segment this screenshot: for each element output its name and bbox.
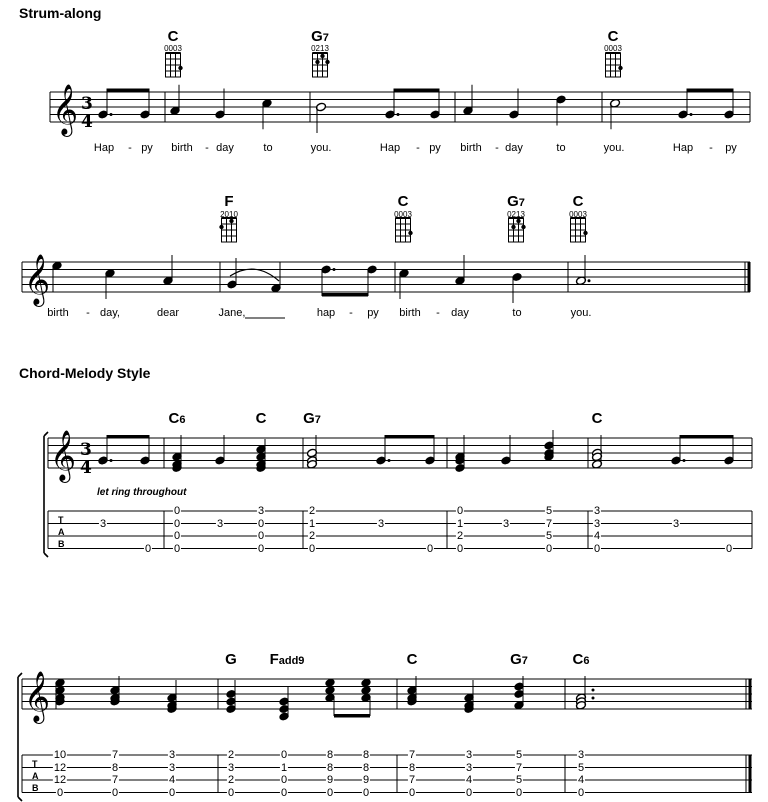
tab-fret-number: 1 bbox=[456, 517, 464, 530]
tab-fret-number: 2 bbox=[308, 530, 316, 542]
lyric-syllable: - bbox=[495, 142, 499, 154]
tab-fret-number: 5 bbox=[577, 761, 585, 774]
lyric-syllable: day bbox=[216, 142, 234, 154]
lyric-syllable: you. bbox=[603, 142, 625, 154]
tab-fret-number: 3 bbox=[168, 761, 176, 774]
section-title-chord-melody: Chord-Melody Style bbox=[19, 365, 151, 381]
lyric-syllable: py bbox=[367, 307, 379, 319]
tab-fret-number: 4 bbox=[168, 774, 176, 786]
finger-dot bbox=[325, 60, 329, 64]
tab-fret-number: 0 bbox=[111, 786, 119, 799]
tab-fret-number: 0 bbox=[426, 542, 434, 555]
beam bbox=[680, 435, 733, 439]
chord-name: C bbox=[591, 410, 603, 427]
dot bbox=[388, 459, 391, 462]
tab-fret-number: 0 bbox=[725, 542, 733, 555]
finger-dot bbox=[583, 231, 587, 235]
chord-name: G bbox=[225, 651, 237, 668]
dot bbox=[592, 689, 595, 692]
finger-dot bbox=[219, 225, 223, 229]
tab-fret-number: 7 bbox=[408, 774, 416, 786]
tab-fret-number: 3 bbox=[465, 761, 473, 774]
tab-fret-number: 3 bbox=[377, 517, 385, 530]
tab-fret-number: 1 bbox=[308, 517, 316, 530]
lyric-syllable: to bbox=[556, 142, 566, 154]
lyric-syllable: birth bbox=[460, 142, 482, 154]
tab-fret-number: 0 bbox=[456, 505, 464, 517]
lyric-syllable: Hap bbox=[672, 142, 694, 154]
lyric-syllable: day bbox=[505, 142, 523, 154]
chord-name: C6 bbox=[168, 410, 186, 427]
dot bbox=[397, 113, 400, 116]
time-signature: 4 bbox=[81, 112, 93, 132]
chord-name: C bbox=[572, 193, 584, 210]
chord-fingering: 0003 bbox=[394, 210, 412, 219]
treble-clef: 𝄞 bbox=[24, 671, 51, 722]
tab-fret-number: 0 bbox=[362, 786, 370, 799]
chord-name: C bbox=[397, 193, 409, 210]
lyric-syllable: - bbox=[86, 307, 90, 319]
chord-name: F bbox=[224, 193, 234, 210]
tab-clef: T bbox=[32, 759, 38, 769]
lyric-syllable: - bbox=[416, 142, 420, 154]
finger-dot bbox=[229, 219, 233, 223]
finger-dot bbox=[178, 66, 182, 70]
tab-fret-number: 9 bbox=[326, 774, 334, 786]
chord-fingering: 0213 bbox=[507, 210, 525, 219]
tab-fret-number: 3 bbox=[227, 761, 235, 774]
chord-name: G7 bbox=[311, 28, 329, 45]
dot bbox=[110, 113, 113, 116]
tab-fret-number: 9 bbox=[362, 774, 370, 786]
tab-fret-number: 8 bbox=[362, 761, 370, 774]
tab-clef: A bbox=[58, 527, 65, 537]
tab-fret-number: 12 bbox=[53, 774, 67, 786]
tab-fret-number: 3 bbox=[465, 749, 473, 761]
finger-dot bbox=[521, 225, 525, 229]
dot bbox=[690, 113, 693, 116]
tab-fret-number: 5 bbox=[545, 530, 553, 542]
tab-fret-number: 0 bbox=[577, 786, 585, 799]
chord-fingering: 0213 bbox=[311, 44, 329, 53]
tab-fret-number: 8 bbox=[362, 749, 370, 761]
tab-fret-number: 3 bbox=[502, 517, 510, 530]
tab-fret-number: 7 bbox=[545, 517, 553, 530]
tie bbox=[230, 269, 279, 281]
tab-fret-number: 12 bbox=[53, 761, 67, 774]
finger-dot bbox=[618, 66, 622, 70]
lyric-syllable: birth bbox=[47, 307, 69, 319]
lyric-syllable: dear bbox=[156, 307, 180, 319]
beam bbox=[334, 714, 370, 718]
tab-clef: T bbox=[58, 515, 64, 525]
chord-name: G7 bbox=[507, 193, 525, 210]
tab-fret-number: 3 bbox=[99, 517, 107, 530]
tab-fret-number: 0 bbox=[280, 774, 288, 786]
tab-fret-number: 3 bbox=[216, 517, 224, 530]
finger-dot bbox=[516, 219, 520, 223]
chord-name: G7 bbox=[303, 410, 321, 427]
beam bbox=[107, 435, 149, 439]
tab-fret-number: 3 bbox=[577, 749, 585, 761]
tab-fret-number: 5 bbox=[515, 774, 523, 786]
chord-name: C bbox=[607, 28, 619, 45]
tab-fret-number: 0 bbox=[56, 786, 64, 799]
tab-fret-number: 0 bbox=[465, 786, 473, 799]
tab-fret-number: 8 bbox=[408, 761, 416, 774]
lyric-syllable: you. bbox=[310, 142, 332, 154]
lyric-syllable: to bbox=[263, 142, 273, 154]
tab-fret-number: 0 bbox=[280, 786, 288, 799]
tab-fret-number: 0 bbox=[173, 505, 181, 517]
tab-fret-number: 2 bbox=[227, 749, 235, 761]
lyric-syllable: - bbox=[436, 307, 440, 319]
tab-fret-number: 0 bbox=[227, 786, 235, 799]
finger-dot bbox=[408, 231, 412, 235]
lyric-syllable: birth bbox=[399, 307, 421, 319]
lyric-syllable: you. bbox=[570, 307, 592, 319]
tab-clef: B bbox=[58, 539, 65, 549]
beam bbox=[385, 435, 434, 439]
lyric-syllable: day, bbox=[100, 307, 120, 319]
let-ring-annotation: let ring throughout bbox=[97, 487, 187, 498]
chord-fingering: 0003 bbox=[164, 44, 182, 53]
tab-fret-number: 2 bbox=[308, 505, 316, 517]
tab-fret-number: 3 bbox=[257, 505, 265, 517]
tab-fret-number: 0 bbox=[326, 786, 334, 799]
finger-dot bbox=[315, 60, 319, 64]
finger-dot bbox=[511, 225, 515, 229]
dot bbox=[592, 697, 595, 700]
tab-fret-number: 7 bbox=[111, 774, 119, 786]
chord-fingering: 2010 bbox=[220, 210, 238, 219]
lyric-syllable: - bbox=[128, 142, 132, 154]
time-signature: 3 bbox=[81, 94, 93, 114]
tab-fret-number: 0 bbox=[257, 542, 265, 555]
tab-fret-number: 2 bbox=[456, 530, 464, 542]
lyric-syllable: - bbox=[709, 142, 713, 154]
chord-name: G7 bbox=[510, 651, 528, 668]
beam bbox=[322, 293, 368, 297]
tab-fret-number: 0 bbox=[173, 542, 181, 555]
dot bbox=[110, 459, 113, 462]
treble-clef: 𝄞 bbox=[24, 254, 51, 305]
treble-clef: 𝄞 bbox=[52, 84, 79, 135]
tab-fret-number: 4 bbox=[577, 774, 585, 786]
tab-fret-number: 5 bbox=[515, 749, 523, 761]
tab-fret-number: 8 bbox=[326, 749, 334, 761]
lyric-syllable: hap bbox=[316, 307, 336, 319]
tab-fret-number: 0 bbox=[545, 542, 553, 555]
tab-fret-number: 0 bbox=[308, 542, 316, 555]
tab-fret-number: 0 bbox=[280, 749, 288, 761]
tab-fret-number: 4 bbox=[465, 774, 473, 786]
chord-fingering: 0003 bbox=[604, 44, 622, 53]
lyric-syllable: day bbox=[451, 307, 469, 319]
tab-fret-number: 3 bbox=[672, 517, 680, 530]
time-signature: 4 bbox=[80, 458, 92, 478]
tab-fret-number: 3 bbox=[593, 517, 601, 530]
chord-name: C bbox=[255, 410, 267, 427]
lyric-syllable: birth bbox=[171, 142, 193, 154]
chord-name: Fadd9 bbox=[269, 651, 305, 668]
lyric-syllable: to bbox=[512, 307, 522, 319]
tab-fret-number: 8 bbox=[111, 761, 119, 774]
finger-dot bbox=[320, 54, 324, 58]
section-title-strum: Strum-along bbox=[19, 5, 102, 21]
system-bracket bbox=[44, 432, 48, 557]
tab-fret-number: 7 bbox=[111, 749, 119, 761]
beam bbox=[107, 89, 149, 93]
tab-fret-number: 1 bbox=[280, 761, 288, 774]
tab-fret-number: 0 bbox=[257, 517, 265, 530]
tab-clef: B bbox=[32, 783, 39, 793]
chord-name: C bbox=[406, 651, 418, 668]
lyric-syllable: - bbox=[349, 307, 353, 319]
lyric-syllable: Hap bbox=[379, 142, 401, 154]
tab-fret-number: 0 bbox=[515, 786, 523, 799]
chord-fingering: 0003 bbox=[569, 210, 587, 219]
lyric-syllable: Jane, bbox=[218, 307, 246, 319]
tab-fret-number: 0 bbox=[456, 542, 464, 555]
tab-fret-number: 8 bbox=[326, 761, 334, 774]
tab-fret-number: 0 bbox=[408, 786, 416, 799]
tab-fret-number: 3 bbox=[593, 505, 601, 517]
tab-fret-number: 7 bbox=[408, 749, 416, 761]
tab-fret-number: 2 bbox=[227, 774, 235, 786]
tab-fret-number: 0 bbox=[144, 542, 152, 555]
tab-fret-number: 0 bbox=[173, 530, 181, 542]
tab-fret-number: 3 bbox=[168, 749, 176, 761]
dot bbox=[333, 268, 336, 271]
time-signature: 3 bbox=[80, 440, 92, 460]
chord-name: C bbox=[167, 28, 179, 45]
tab-fret-number: 0 bbox=[593, 542, 601, 555]
chord-name: C6 bbox=[572, 651, 590, 668]
tab-fret-number: 10 bbox=[53, 749, 67, 761]
tab-clef: A bbox=[32, 771, 39, 781]
tab-fret-number: 7 bbox=[515, 761, 523, 774]
beam bbox=[394, 89, 439, 93]
lyric-syllable: py bbox=[429, 142, 441, 154]
lyric-syllable: py bbox=[141, 142, 153, 154]
dot bbox=[588, 279, 591, 282]
dot bbox=[683, 459, 686, 462]
lyric-syllable: py bbox=[725, 142, 737, 154]
treble-clef: 𝄞 bbox=[50, 430, 77, 481]
lyric-syllable: - bbox=[205, 142, 209, 154]
system-bracket bbox=[18, 673, 22, 801]
tab-fret-number: 0 bbox=[168, 786, 176, 799]
tab-fret-number: 5 bbox=[545, 505, 553, 517]
tab-fret-number: 4 bbox=[593, 530, 601, 542]
lyric-syllable: Hap bbox=[93, 142, 115, 154]
beam bbox=[687, 89, 733, 93]
tab-fret-number: 0 bbox=[173, 517, 181, 530]
tab-fret-number: 0 bbox=[257, 530, 265, 542]
